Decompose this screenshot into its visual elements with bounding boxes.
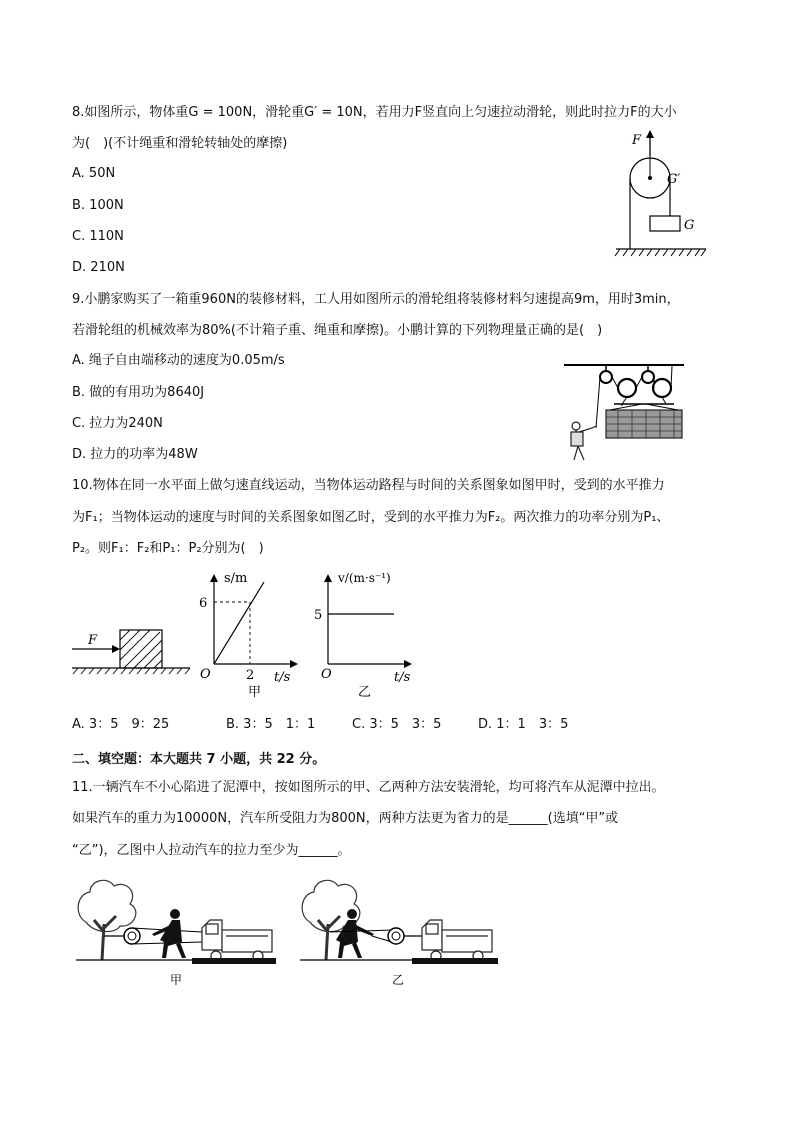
- xlabel-jia: t/s: [274, 670, 291, 685]
- q8-pulley-figure: [612, 128, 712, 263]
- s-t-line: [214, 582, 264, 664]
- caption-jia: 甲: [248, 685, 262, 700]
- movable-pulley-2: [653, 379, 671, 397]
- label-g: G: [684, 218, 695, 233]
- q10-stem-line2: 为F₁；当物体运动的速度与时间的关系图象如图乙时，受到的水平推力为F₂。两次推力的功率分别为P₁、: [72, 510, 670, 525]
- fixed-pulley-2: [642, 371, 654, 383]
- block-g: [650, 216, 680, 231]
- q10-stem-line3: P₂。则F₁：F₂和P₁：P₂分别为( ): [72, 541, 264, 556]
- q8-option-a: A. 50N: [72, 166, 116, 181]
- graph-yi: [314, 571, 412, 700]
- worker-figure: [571, 422, 596, 460]
- caption-jia: 甲: [170, 973, 183, 987]
- person-silhouette: [152, 909, 186, 958]
- label-f: F: [88, 633, 98, 648]
- q10-figure: [68, 568, 418, 703]
- truck-icon: [422, 920, 492, 961]
- arrow-head-icon: [210, 574, 218, 582]
- arrow-head-icon: [646, 130, 654, 138]
- pulley-icon: [124, 928, 140, 944]
- q10-option-c: C. 3：5 3：5: [352, 717, 442, 732]
- q8-option-b: B. 100N: [72, 198, 124, 213]
- xlabel-yi: t/s: [394, 670, 411, 685]
- q10-option-d: D. 1：1 3：5: [478, 717, 569, 732]
- q10-stem-line1: 10.物体在同一水平面上做匀速直线运动，当物体运动路程与时间的关系图象如图甲时，受到的水平推力: [72, 478, 665, 493]
- q11-stem-line1: 11.一辆汽车不小心陷进了泥潭中，按如图所示的甲、乙两种方法安装滑轮，均可将汽车从泥潭中拉出。: [72, 780, 665, 795]
- q10-option-b: B. 3：5 1：1: [226, 717, 316, 732]
- origin-jia: O: [200, 667, 211, 682]
- arrow-head-icon: [404, 660, 412, 668]
- movable-pulley-1: [618, 379, 636, 397]
- origin-yi: O: [321, 667, 332, 682]
- q9-pulley-system-figure: [562, 358, 688, 464]
- arrow-head-icon: [112, 645, 120, 653]
- q10-option-a: A. 3：5 9：25: [72, 717, 170, 732]
- q9-option-a: A. 绳子自由端移动的速度为0.05m/s: [72, 353, 285, 368]
- ylabel-yi: v/(m·s⁻¹): [338, 571, 391, 585]
- q8-stem-line2: 为( )(不计绳重和滑轮转轴处的摩擦): [72, 136, 288, 151]
- pushed-block: [72, 630, 190, 674]
- q9-option-c: C. 拉力为240N: [72, 416, 163, 431]
- ytick-jia: 6: [199, 596, 208, 611]
- arrow-head-icon: [324, 574, 332, 582]
- fixed-pulley-1: [600, 371, 612, 383]
- caption-yi: 乙: [392, 973, 405, 987]
- mud: [412, 958, 498, 964]
- q9-option-b: B. 做的有用功为8640J: [72, 385, 205, 400]
- graph-jia: [199, 571, 298, 700]
- pulley-icon: [388, 928, 404, 944]
- q9-stem-line1: 9.小鹏家购买了一箱重960N的装修材料，工人用如图所示的滑轮组将装修材料匀速提高9m，用时3min，: [72, 292, 680, 307]
- pulley-axle: [648, 176, 652, 180]
- q9-stem-line2: 若滑轮组的机械效率为80%(不计箱子重、绳重和摩擦)。小鹏计算的下列物理量正确的是( ): [72, 323, 603, 338]
- tree-icon: [78, 880, 136, 960]
- q11-stem-line2: 如果汽车的重力为10000N，汽车所受阻力为800N，两种方法更为省力的是______(选填“甲”或: [72, 811, 619, 826]
- q11-figure-jia: [72, 872, 278, 990]
- truck-icon: [202, 920, 272, 961]
- crate: [606, 404, 682, 438]
- arrow-head-icon: [290, 660, 298, 668]
- q8-option-c: C. 110N: [72, 229, 124, 244]
- section-title: 二、填空题：本大题共 7 小题，共 22 分。: [72, 752, 326, 767]
- label-g-prime: G′: [667, 172, 681, 187]
- q9-option-d: D. 拉力的功率为48W: [72, 447, 198, 462]
- xtick-jia: 2: [246, 668, 255, 683]
- caption-yi: 乙: [358, 685, 372, 700]
- ylabel-jia: s/m: [224, 571, 248, 586]
- ytick-yi: 5: [314, 608, 323, 623]
- q11-stem-line3: “乙”)，乙图中人拉动汽车的拉力至少为______。: [72, 843, 351, 858]
- mud: [192, 958, 276, 964]
- q8-option-d: D. 210N: [72, 260, 125, 275]
- q8-stem-line1: 8.如图所示，物体重G = 100N，滑轮重G′ = 10N，若用力F竖直向上匀速拉动滑轮，则此时拉力F的大小: [72, 105, 677, 120]
- label-f: F: [632, 133, 642, 148]
- q11-figure-yi: [296, 872, 502, 990]
